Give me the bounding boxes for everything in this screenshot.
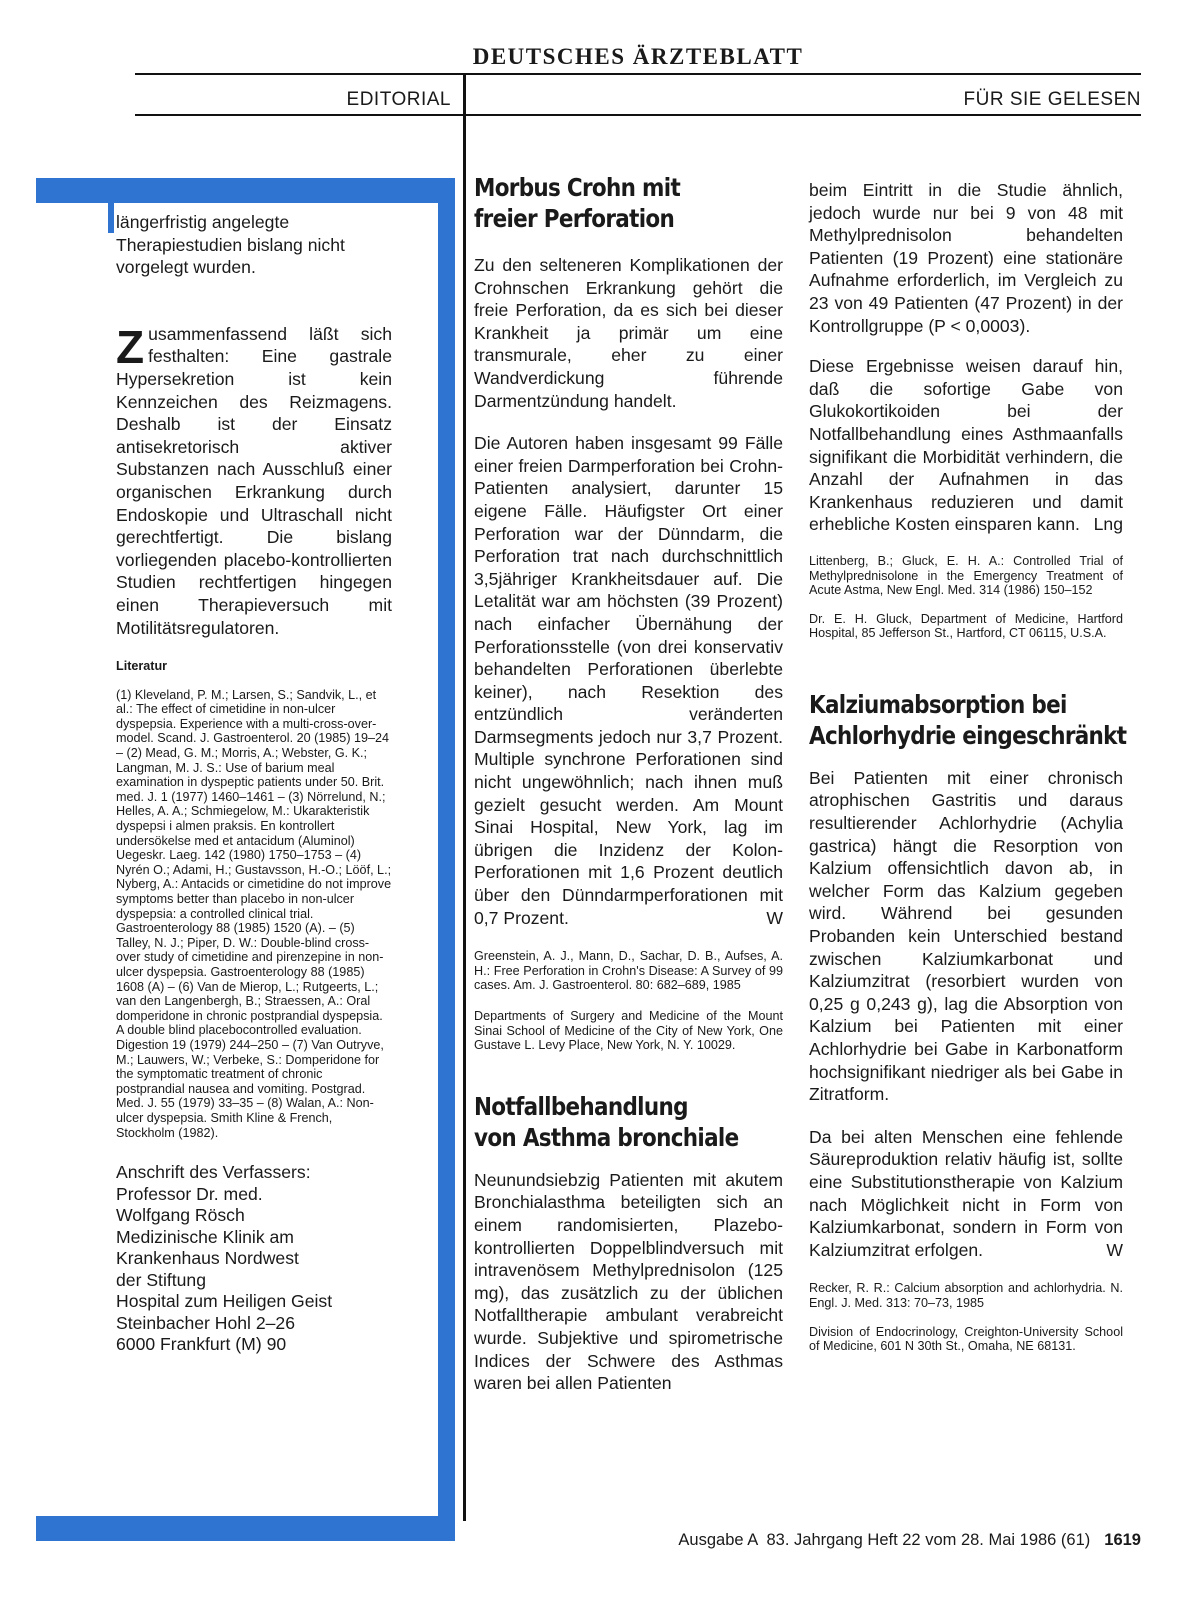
issue-info: Ausgabe A 83. Jahrgang Heft 22 vom 28. Mai 1986 (61) <box>678 1531 1091 1549</box>
calcium-paragraph-1: Bei Patienten mit einer chronisch atrophischen Gastritis und daraus resultierender Achlorhydrie (Achylia gastrica) hängt die Resorption von Kalzium offensichtlich davon ab, in welcher Form das Kalzium gegeben wird. Während bei gesunden Probanden kein Unterschied bestand zwischen Kalziumkarbonat und Kalziumzitrat (resorbiert wurden von 0,25 g 0,243 g), lag die Absorption von Kalzium bei Patienten mit einer Achlorhydrie bei Gabe in Karbonatform hochsignifikant niedriger als bei Gabe in Zitratform. <box>809 767 1123 1105</box>
literature-heading: Literatur <box>116 659 168 674</box>
calcium-paragraph-2-text: Da bei alten Menschen eine fehlende Säureproduktion relativ häufig ist, sollte eine Substitutionstherapie von Kalzium nach Möglichkeit nicht in Form von Kalziumkarbonat, sondern in Form von Kalziumzitrat erfolgen. <box>809 1126 1123 1260</box>
section-rule <box>135 114 1141 116</box>
asthma-paragraph-1: Neunundsiebzig Patienten mit akutem Bronchialasthma beteiligten sich an einem randomisierten, Plazebo-kontrollierten Doppelblindversuch mit intravenösem Methylprednisolon (125 mg), das zusätzlich zu der üblichen Notfalltherapie ambulant verabreicht wurde. Subjektive und spirometrische Indices der Schwere des Asthmas waren bei allen Patienten <box>474 1169 783 1394</box>
right-column <box>809 179 1127 1354</box>
asthma-paragraph-1-continued: beim Eintritt in die Studie ähnlich, jedoch wurde nur bei 9 von 48 mit Methylprednisolon behandelten Patienten (19 Prozent) eine stationäre Aufnahme erforderlich, im Vergleich zu 23 von 49 Patienten (47 Prozent) in der Kontrollgruppe (P < 0,0003). <box>809 180 1123 336</box>
column-divider-top <box>463 75 466 116</box>
article-asthma <box>474 1091 783 1395</box>
section-label-editorial: EDITORIAL <box>346 89 451 110</box>
crohn-paragraph-2-text: Die Autoren haben insgesamt 99 Fälle einer freien Darmperforation bei Crohn-Patienten analysiert, darunter 15 eigene Fälle. Häufigster Ort einer Perforation war der Dünndarm, die Perforation trat nach durchschnittlich 3,5jähriger Krankheitsdauer auf. Die Letalität war am höchsten (39 Prozent) nach einfacher Übernähung der Perforationsstelle (von drei konservativ behandelten Perforationen überlebte keiner), nach Resektion des entzündlich veränderten Darmsegments jedoch nur 3,7 Prozent. Multiple synchrone Perforationen sind nicht ungewöhnlich; nach ihnen muß gezielt gesucht werden. Am Mount Sinai Hospital, New York, lag im übrigen die Inzidenz der Kolon-Perforationen mit 1,6 Prozent deutlich über den Dünndarmperforationen mit 0,7 Prozent. <box>474 433 783 928</box>
headline-line: Morbus Crohn mit <box>474 173 681 202</box>
headline-asthma <box>474 1091 740 1153</box>
address-line: Krankenhaus Nordwest <box>116 1248 299 1269</box>
calcium-paragraph-2 <box>809 1126 1123 1262</box>
editorial-frame-bottom <box>36 1516 455 1541</box>
editorial-frame-right <box>438 178 455 1541</box>
masthead: DEUTSCHES ÄRZTEBLATT <box>472 44 804 69</box>
article-calcium <box>809 689 1127 1354</box>
headline-line: Notfallbehandlung <box>474 1091 688 1121</box>
editorial-column <box>116 211 392 1356</box>
page-footer <box>560 1531 1141 1550</box>
headline-line: freier Perforation <box>474 204 675 233</box>
page-number: 1619 <box>1104 1531 1141 1549</box>
address-line: der Stiftung <box>116 1269 206 1290</box>
address-line: 6000 Frankfurt (M) 90 <box>116 1334 287 1355</box>
crohn-affiliation: Departments of Surgery and Medicine of the Mount Sinai School of Medicine of the City of New York, One Gustave L. Levy Place, New York, N. Y. 10029. <box>474 1009 783 1053</box>
asthma-paragraph-2 <box>809 355 1123 536</box>
header-rule <box>135 73 1141 75</box>
headline-line: von Asthma bronchiale <box>474 1122 739 1152</box>
author-signature: Lng <box>1093 514 1123 535</box>
column-divider <box>463 116 466 1521</box>
address-line: Steinbacher Hohl 2–26 <box>116 1312 295 1333</box>
address-line: Hospital zum Heiligen Geist <box>116 1291 333 1312</box>
middle-column <box>474 172 783 1395</box>
address-line: Wolfgang Rösch <box>116 1205 245 1226</box>
editorial-intro: längerfristig angelegte Therapiestudien bislang nicht vorgelegt wurden. <box>116 212 345 278</box>
author-signature: W <box>766 907 783 928</box>
editorial-frame-left <box>108 203 114 233</box>
drop-cap: Z <box>116 320 145 373</box>
address-line: Professor Dr. med. <box>116 1183 263 1204</box>
calcium-citation: Recker, R. R.: Calcium absorption and achlorhydria. N. Engl. J. Med. 313: 70–73, 1985 <box>809 1281 1123 1310</box>
editorial-summary-text: usammenfassend läßt sich festhalten: Eine gastrale Hypersekretion ist kein Kennzeichen des Reizmagens. Deshalb ist der Einsatz antisekretorisch aktiver Substanzen nach Ausschluß einer organischen Erkrankung durch Endoskopie und Ultraschall nicht gerechtfertigt. Die bislang vorliegenden placebo-kontrollierten Studien rechtfertigen hingegen einen Therapieversuch mit Motilitätsregulatoren. <box>116 323 392 638</box>
headline-line: Achlorhydrie eingeschränkt <box>809 720 1127 750</box>
address-line: Anschrift des Verfassers: <box>116 1162 311 1183</box>
crohn-citation: Greenstein, A. J., Mann, D., Sachar, D. B., Aufses, A. H.: Free Perforation in Crohn's Disease: A Survey of 99 cases. Am. J. Gastroenterol. 80: 682–689, 1985 <box>474 949 783 993</box>
address-line: Medizinische Klinik am <box>116 1226 294 1247</box>
headline-line: Kalziumabsorption bei <box>809 689 1067 719</box>
crohn-paragraph-2 <box>474 432 783 929</box>
asthma-affiliation: Dr. E. H. Gluck, Department of Medicine, Hartford Hospital, 85 Jefferson St., Hartford, CT 06115, U.S.A. <box>809 611 1123 641</box>
author-address <box>116 1162 392 1356</box>
author-signature: W <box>1106 1239 1123 1260</box>
headline-crohn <box>474 172 740 234</box>
headline-calcium <box>809 689 1127 751</box>
editorial-summary <box>116 320 392 639</box>
editorial-frame-top <box>36 178 455 203</box>
article-crohn <box>474 172 783 1053</box>
calcium-affiliation: Division of Endocrinology, Creighton-University School of Medicine, 601 N 30th St., Omaha, NE 68131. <box>809 1324 1123 1354</box>
asthma-citation: Littenberg, B.; Gluck, E. H. A.: Controlled Trial of Methylprednisolone in the Emergency Treatment of Acute Astma, New Engl. Med. 314 (1986) 150–152 <box>809 553 1123 598</box>
crohn-paragraph-1: Zu den selteneren Komplikationen der Crohnschen Erkrankung gehört die freie Perforation, da es sich bei dieser Krankheit ja primär um eine transmurale, eher zu einer Wandverdickung führende Darmentzündung handelt. <box>474 255 783 411</box>
literature-list: (1) Kleveland, P. M.; Larsen, S.; Sandvik, L., et al.: The effect of cimetidine in non-ulcer dyspepsia. Experience with a multi-cross-over-model. Scand. J. Gastroenterol. 20 (1985) 19–24 – (2) Mead, G. M.; Morris, A.; Webster, G. K.; Langman, M. J. S.: Use of barium meal examination in dyspeptic patients under 50. Brit. med. J. 1 (1977) 1460–1461 – (3) Nörrelund, N.; Helles, A. A.; Schmiegelow, M.: Ukarakteristik dyspepsi i almen praksis. En kontrollert undersökelse med et antacidum (Aluminol) Uegeskr. Laeg. 142 (1980) 1750–1753 – (4) Nyrén O.; Adami, H.; Gustavsson, H.-O.; Lööf, L.; Nyberg, A.: Antacids or cimetidine do not improve symptoms better than placebo in non-ulcer dyspepsia: a controlled clinical trial. Gastroenterology 88 (1985) 1520 (A). – (5) Talley, N. J.; Piper, D. W.: Double-blind cross-over study of cimetidine and pirenzepine in non-ulcer dyspepsia. Gastroenterology 88 (1985) 1608 (A) – (6) Van de Mierop, L.; Rutgeerts, L.; van den Langenbergh, B.; Straessen, A.: Oral domperidone in chronic postprandial dyspepsia. A double blind placebocontrolled evaluation. Digestion 19 (1979) 244–250 – (7) Van Outryve, M.; Lauwers, W.; Verbeke, S.: Domperidone for the symptomatic treatment of chronic postprandial nausea and vomiting. Postgrad. Med. J. 55 (1979) 33–35 – (8) Walan, A.: Non-ulcer dyspepsia. Smith Kline & French, Stockholm (1982). <box>116 687 392 1140</box>
asthma-paragraph-2-text: Diese Ergebnisse weisen darauf hin, daß die sofortige Gabe von Glukokortikoiden bei der Notfallbehandlung eines Asthmaanfalls signifikant die Morbidität verhindern, die Anzahl der Aufnahmen in das Krankenhaus reduzieren und damit erhebliche Kosten einsparen kann. <box>809 356 1123 535</box>
section-label-fuer-sie-gelesen: FÜR SIE GELESEN <box>963 89 1141 110</box>
